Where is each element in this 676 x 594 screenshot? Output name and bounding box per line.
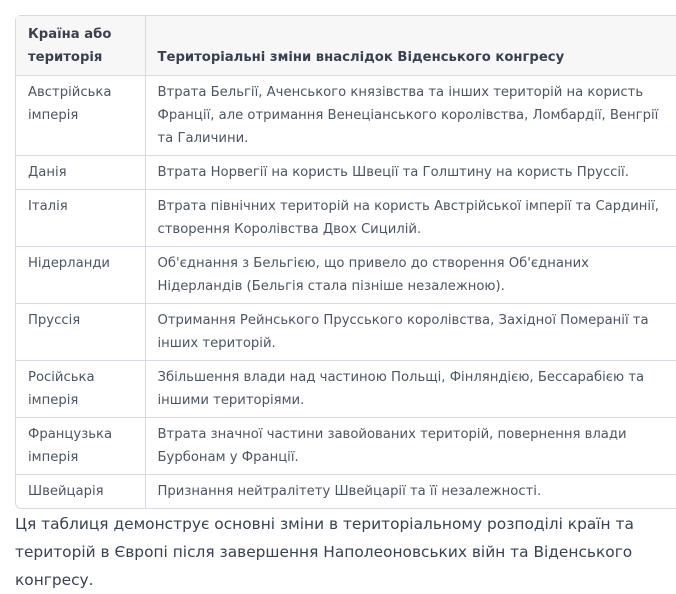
table-row xyxy=(16,76,676,156)
cell-changes: Втрата значної частини завойованих територій, повернення влади Бурбонам у Франції. xyxy=(145,418,676,475)
header-country: Країна або територія xyxy=(16,16,145,76)
cell-changes: Втрата Норвегії на користь Швеції та Голштину на користь Пруссії. xyxy=(145,156,676,190)
summary-paragraph: Ця таблиця демонструє основні зміни в територіальному розподілі країн та територій в Європі після завершення Наполеоновських війн та Віденського конгресу. xyxy=(15,515,634,589)
table-row xyxy=(16,475,676,509)
cell-country: Італія xyxy=(16,190,145,247)
table-row xyxy=(16,361,676,418)
cell-country: Російська імперія xyxy=(16,361,145,418)
cell-country: Французька імперія xyxy=(16,418,145,475)
cell-country: Пруссія xyxy=(16,304,145,361)
cell-changes: Втрата Бельгії, Аченського князівства та інших територій на користь Франції, але отримання Венеціанського королівства, Ломбардії, Венгрії та Галичини. xyxy=(145,76,676,156)
cell-changes: Об'єднання з Бельгією, що привело до створення Об'єднаних Нідерландів (Бельгія стала пізніше незалежною). xyxy=(145,247,676,304)
table-row xyxy=(16,156,676,190)
cell-changes: Признання нейтралітету Швейцарії та її незалежності. xyxy=(145,475,676,509)
cell-country: Австрійська імперія xyxy=(28,85,112,123)
cell-changes: Збільшення влади над частиною Польщі, Фінляндією, Бессарабією та іншими територіями. xyxy=(145,361,676,418)
table-header-row xyxy=(16,16,676,76)
cell-country: Данія xyxy=(16,156,145,190)
territorial-changes-table-container xyxy=(15,15,676,509)
header-changes: Територіальні зміни внаслідок Віденського конгресу xyxy=(145,16,676,76)
table-row xyxy=(16,190,676,247)
cell-country: Нідерланди xyxy=(16,247,145,304)
cell-country: Швейцарія xyxy=(16,475,145,509)
table-row xyxy=(16,247,676,304)
table-row xyxy=(16,418,676,475)
territorial-changes-table xyxy=(16,16,676,508)
table-row xyxy=(16,304,676,361)
cell-changes: Втрата північних територій на користь Австрійської імперії та Сардинії, створення Королівства Двох Сицилій. xyxy=(145,190,676,247)
cell-changes: Отримання Рейнського Прусського королівства, Західної Померанії та інших територій. xyxy=(145,304,676,361)
